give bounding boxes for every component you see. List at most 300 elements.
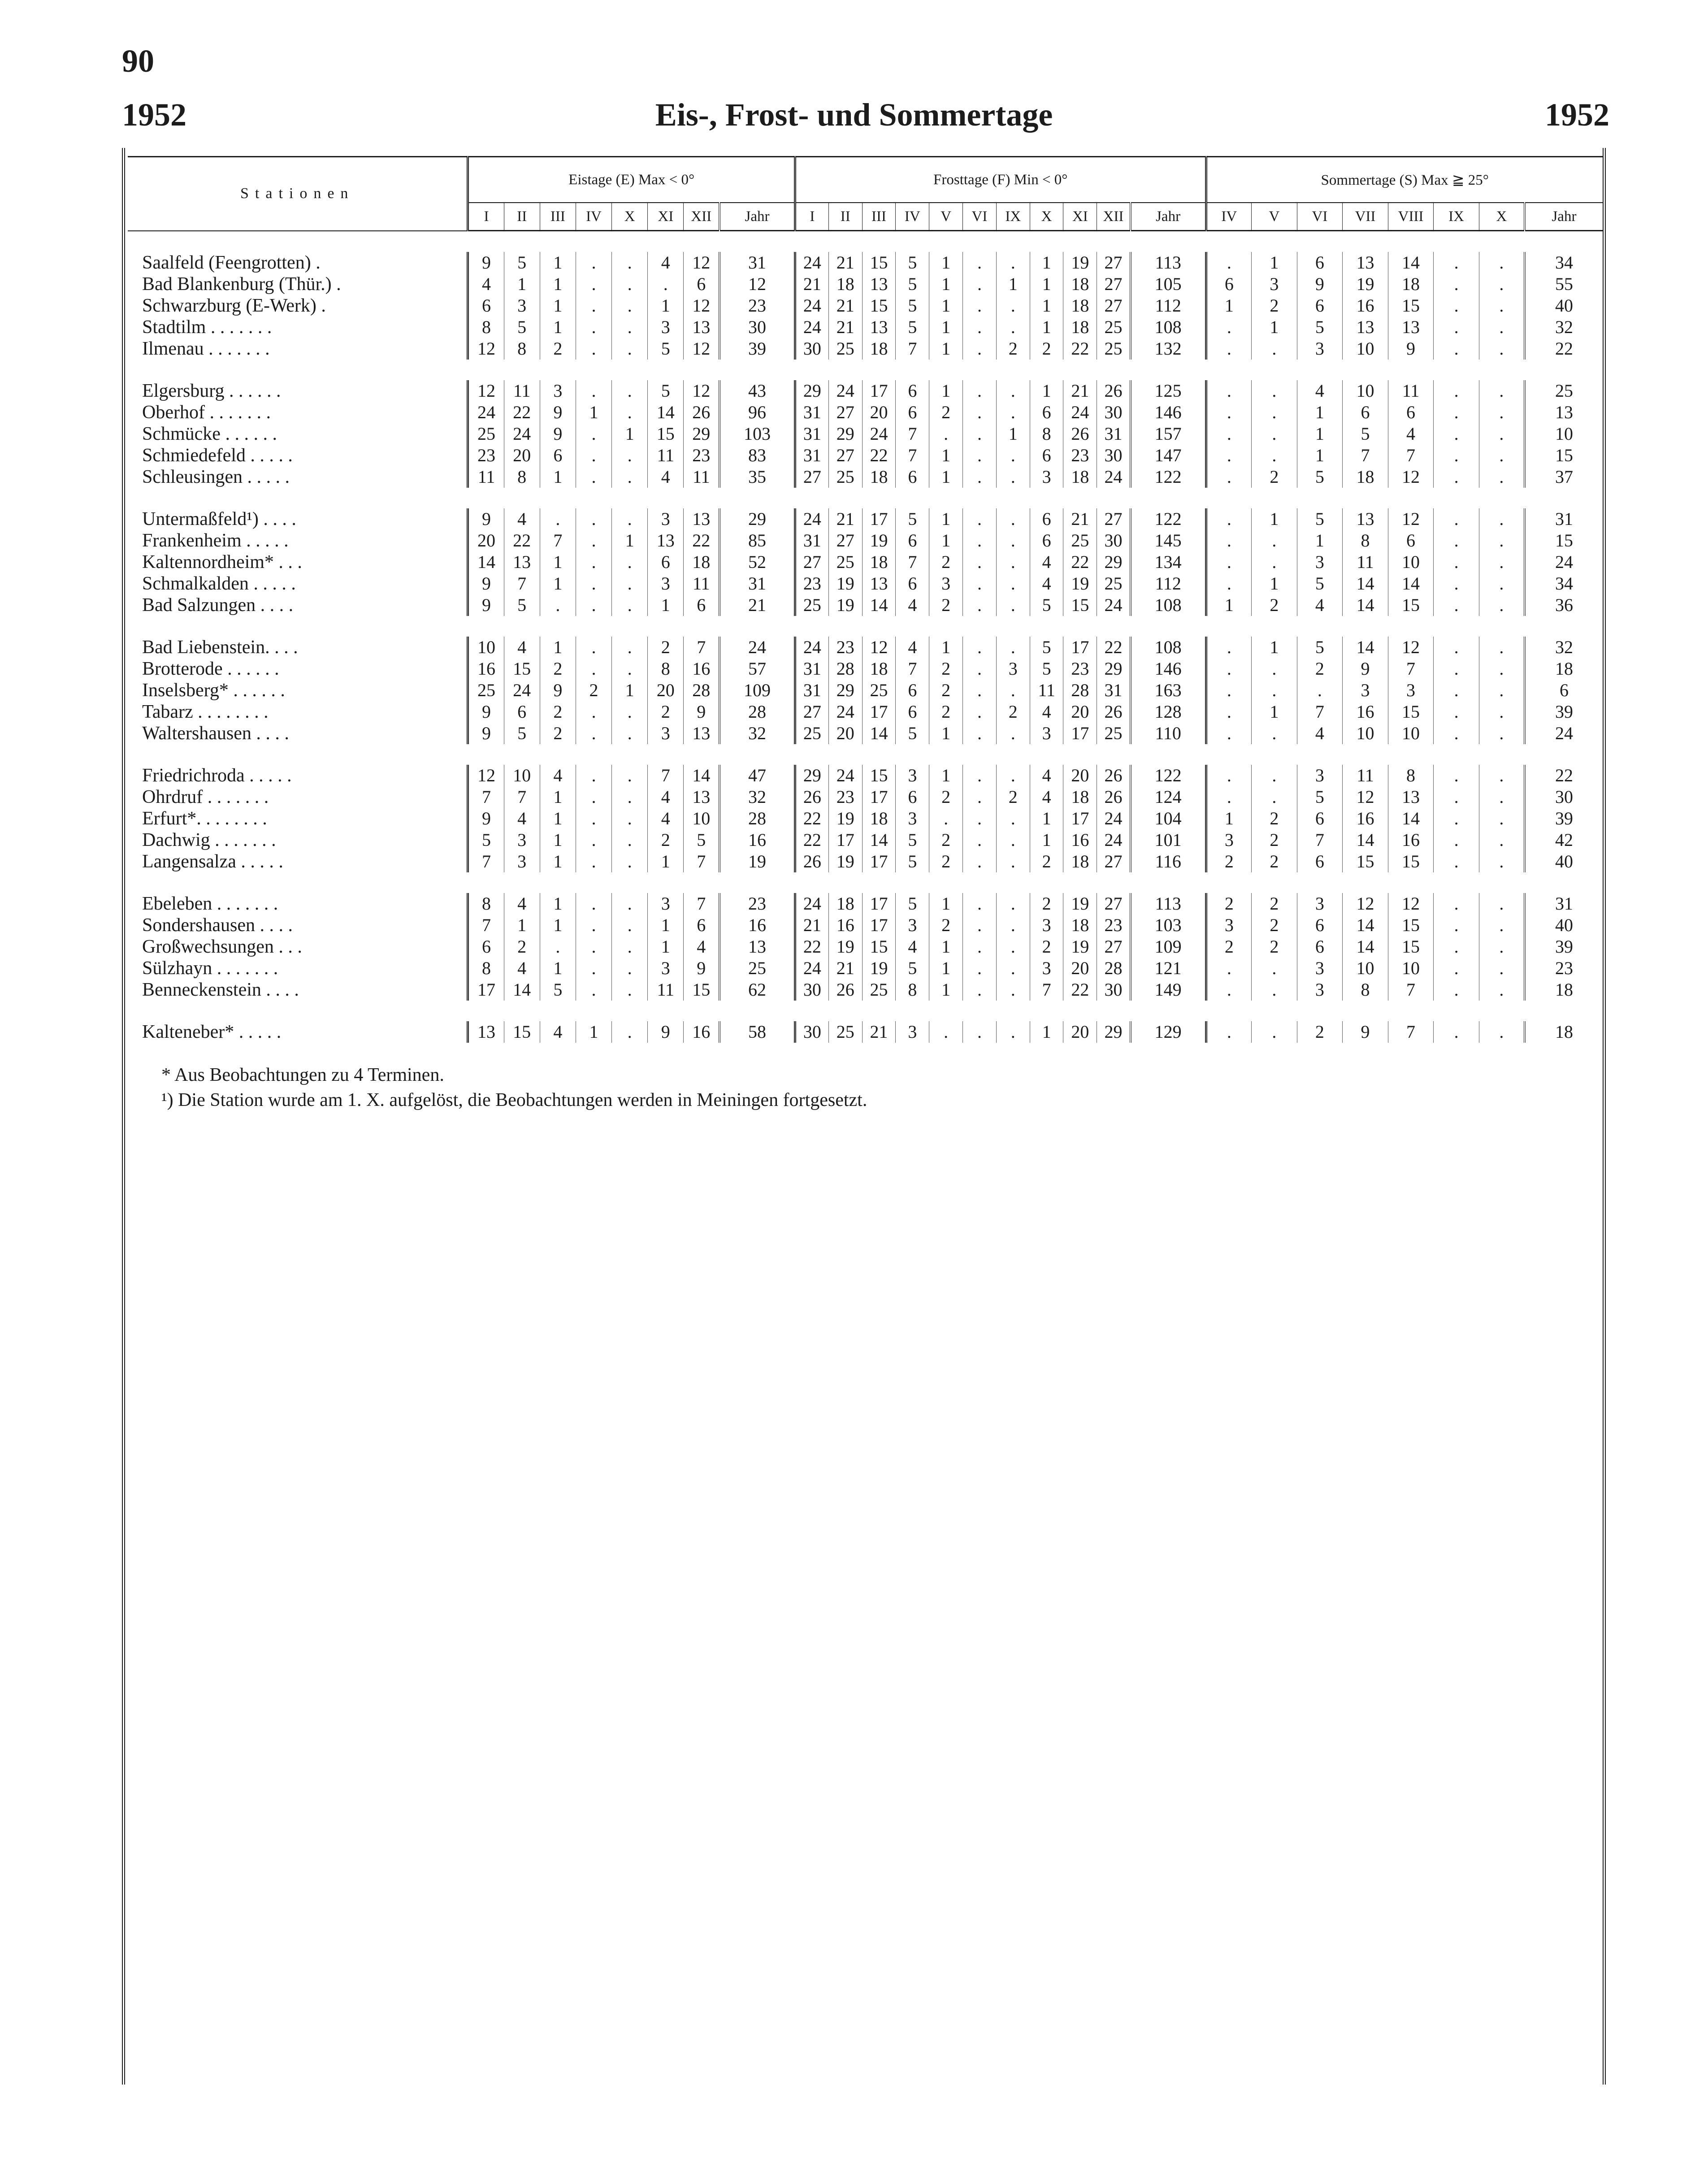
frost-value: 1	[929, 295, 963, 316]
eis-value: 9	[540, 423, 576, 445]
eis-value: 10	[504, 765, 540, 786]
frost-value: 27	[1097, 508, 1131, 530]
frost-value: 147	[1131, 445, 1206, 466]
station-name: Schmücke . . . . . .	[142, 424, 277, 444]
frost-value: 2	[996, 701, 1030, 723]
sommer-value: 23	[1525, 958, 1603, 979]
footnotes	[161, 1062, 867, 1113]
frost-value: 26	[1097, 701, 1131, 723]
eis-value: 1	[648, 851, 684, 872]
eis-value: .	[612, 893, 648, 915]
sommer-value: 1	[1252, 508, 1297, 530]
sommer-value: 3	[1252, 273, 1297, 295]
station-name: Kalteneber* . . . . .	[142, 1022, 282, 1042]
frost-value: .	[963, 508, 997, 530]
frost-value: 124	[1131, 786, 1206, 808]
eis-value: 1	[540, 958, 576, 979]
eis-value: 25	[720, 958, 795, 979]
frost-value: .	[996, 723, 1030, 744]
frost-value: 14	[862, 594, 896, 616]
frost-value: .	[996, 594, 1030, 616]
sommer-value: 12	[1343, 893, 1388, 915]
month-header: XI	[1063, 203, 1097, 231]
station-name: Benneckenstein . . . .	[142, 980, 299, 1000]
frost-value: 112	[1131, 295, 1206, 316]
frost-value: 1	[929, 637, 963, 658]
frost-value: 24	[862, 423, 896, 445]
sommer-value: 12	[1388, 508, 1434, 530]
frost-value: .	[963, 594, 997, 616]
sommer-value: 15	[1525, 530, 1603, 551]
frost-value: 1	[929, 530, 963, 551]
eis-value: 24	[720, 637, 795, 658]
eis-value: 83	[720, 445, 795, 466]
sommer-value: .	[1479, 252, 1525, 273]
sommer-value: 13	[1343, 252, 1388, 273]
month-header: XII	[684, 203, 720, 231]
frost-value: 18	[828, 273, 862, 295]
station-name: Untermaßfeld¹) . . . .	[142, 509, 296, 529]
frost-value: 19	[828, 851, 862, 872]
eis-value: 1	[504, 273, 540, 295]
station-name: Waltershausen . . . .	[142, 723, 289, 744]
sommer-value: 3	[1206, 915, 1252, 936]
table-row	[128, 551, 1603, 573]
frost-value: 25	[795, 723, 828, 744]
frost-value: 18	[1063, 466, 1097, 488]
frost-value: 18	[1063, 316, 1097, 338]
frost-value: 18	[862, 466, 896, 488]
frost-value: 25	[862, 979, 896, 1001]
sommer-value: 32	[1525, 316, 1603, 338]
sommer-value: 4	[1388, 423, 1434, 445]
sommer-value: .	[1206, 445, 1252, 466]
sommer-value: .	[1434, 573, 1479, 594]
frost-value: 12	[862, 637, 896, 658]
frost-value: 23	[1063, 445, 1097, 466]
frost-value: 24	[795, 893, 828, 915]
frost-value: 1	[929, 316, 963, 338]
sommer-value: .	[1479, 295, 1525, 316]
eis-value: 29	[684, 423, 720, 445]
sommer-value: 13	[1343, 316, 1388, 338]
sommer-value: .	[1434, 958, 1479, 979]
table-row	[128, 466, 1603, 488]
sommer-value: .	[1434, 295, 1479, 316]
sommer-value: .	[1434, 723, 1479, 744]
sommer-value: 32	[1525, 637, 1603, 658]
sommer-value: .	[1252, 658, 1297, 680]
sommer-value: 2	[1252, 915, 1297, 936]
frost-value: 2	[996, 786, 1030, 808]
frost-value: 26	[795, 851, 828, 872]
sommer-value: 31	[1525, 508, 1603, 530]
frost-value: .	[963, 252, 997, 273]
frost-value: 23	[828, 637, 862, 658]
eis-value: .	[612, 252, 648, 273]
station-name: Inselsberg* . . . . . .	[142, 680, 285, 701]
eis-value: .	[576, 851, 611, 872]
frost-value: .	[963, 979, 997, 1001]
sommer-value: .	[1206, 765, 1252, 786]
sommer-value: .	[1434, 637, 1479, 658]
frost-value: 25	[1097, 573, 1131, 594]
frost-value: 27	[1097, 295, 1131, 316]
eis-value: .	[576, 423, 611, 445]
sommer-value: 8	[1343, 530, 1388, 551]
frost-value: 108	[1131, 637, 1206, 658]
sommer-value: .	[1434, 851, 1479, 872]
frost-value: 31	[795, 680, 828, 701]
eis-value: .	[576, 936, 611, 958]
frost-value: .	[963, 466, 997, 488]
eis-value: 1	[612, 423, 648, 445]
month-header: X	[1479, 203, 1525, 231]
sommer-value: .	[1252, 765, 1297, 786]
eis-value: 85	[720, 530, 795, 551]
eis-value: 3	[648, 723, 684, 744]
group-header-eistage: Eistage (E) Max < 0°	[468, 157, 795, 203]
eis-value: 11	[504, 380, 540, 402]
frost-value: 2	[929, 402, 963, 423]
frost-value: 6	[896, 402, 929, 423]
sommer-value: 8	[1388, 765, 1434, 786]
station-name: Ebeleben . . . . . . .	[142, 893, 278, 914]
frost-value: .	[996, 573, 1030, 594]
frost-value: 6	[1030, 445, 1063, 466]
eis-value: 7	[540, 530, 576, 551]
frost-value: 17	[828, 829, 862, 851]
frost-value: .	[963, 573, 997, 594]
sommer-value: 2	[1206, 893, 1252, 915]
frost-value: 29	[828, 423, 862, 445]
frost-value: .	[996, 530, 1030, 551]
sommer-value: 10	[1388, 723, 1434, 744]
station-name: Schmiedefeld . . . . .	[142, 445, 293, 466]
eis-value: 13	[684, 316, 720, 338]
station-name: Schleusingen . . . . .	[142, 467, 290, 487]
eis-value: .	[576, 508, 611, 530]
month-header: IV	[576, 203, 611, 231]
frost-value: 29	[795, 380, 828, 402]
eis-value: 1	[540, 637, 576, 658]
sommer-value: .	[1434, 551, 1479, 573]
sommer-value: .	[1434, 936, 1479, 958]
frost-value: 21	[828, 958, 862, 979]
frost-value: 31	[795, 402, 828, 423]
month-header: X	[612, 203, 648, 231]
frost-value: .	[963, 765, 997, 786]
sommer-value: 3	[1297, 338, 1343, 360]
year-left: 1952	[122, 97, 186, 133]
eis-value: 52	[720, 551, 795, 573]
stationen-header: Stationen	[128, 157, 468, 231]
frost-value: 121	[1131, 958, 1206, 979]
frost-value: .	[996, 893, 1030, 915]
frost-value: .	[963, 723, 997, 744]
sommer-value: 31	[1525, 893, 1603, 915]
sommer-value: .	[1252, 380, 1297, 402]
frost-value: 1	[996, 273, 1030, 295]
eis-value: 8	[468, 958, 504, 979]
eis-value: 8	[504, 338, 540, 360]
frost-value: .	[996, 466, 1030, 488]
sommer-value: 24	[1525, 723, 1603, 744]
sommer-value: .	[1479, 936, 1525, 958]
frost-value: 4	[1030, 765, 1063, 786]
frost-value: 5	[1030, 637, 1063, 658]
sommer-value: .	[1479, 958, 1525, 979]
eis-value: 15	[648, 423, 684, 445]
sommer-value: 9	[1297, 273, 1343, 295]
sommer-value: 16	[1343, 295, 1388, 316]
sommer-value: 2	[1252, 808, 1297, 829]
frost-value: 1	[1030, 252, 1063, 273]
sommer-value: 36	[1525, 594, 1603, 616]
frost-value: .	[996, 915, 1030, 936]
frost-value: 29	[1097, 551, 1131, 573]
table-row	[128, 979, 1603, 1001]
group-header-frosttage: Frosttage (F) Min < 0°	[795, 157, 1206, 203]
eis-value: 5	[504, 594, 540, 616]
frost-value: 19	[1063, 252, 1097, 273]
frost-value: 23	[828, 786, 862, 808]
table-row	[128, 765, 1603, 786]
frost-value: 21	[828, 252, 862, 273]
frost-value: 19	[828, 808, 862, 829]
eis-value: 9	[684, 701, 720, 723]
frost-value: 132	[1131, 338, 1206, 360]
table-row	[128, 295, 1603, 316]
sommer-value: 1	[1252, 701, 1297, 723]
sommer-value: 39	[1525, 808, 1603, 829]
sommer-value: .	[1206, 423, 1252, 445]
sommer-value: 9	[1343, 1021, 1388, 1043]
eis-value: .	[576, 723, 611, 744]
frost-value: 25	[862, 680, 896, 701]
sommer-value: 10	[1343, 723, 1388, 744]
frost-value: 22	[795, 936, 828, 958]
eis-value: 4	[684, 936, 720, 958]
eis-value: 9	[468, 252, 504, 273]
frost-value: 25	[1097, 316, 1131, 338]
eis-value: 1	[540, 808, 576, 829]
sommer-value: 22	[1525, 765, 1603, 786]
eis-value: 13	[684, 723, 720, 744]
eis-value: .	[576, 808, 611, 829]
sommer-value: 8	[1343, 979, 1388, 1001]
sommer-value: .	[1479, 1021, 1525, 1043]
sommer-value: 24	[1525, 551, 1603, 573]
station-name: Saalfeld (Feengrotten) .	[142, 252, 321, 273]
frost-value: 27	[828, 445, 862, 466]
frost-value: 104	[1131, 808, 1206, 829]
sommer-value: 14	[1388, 252, 1434, 273]
frost-value: 6	[1030, 402, 1063, 423]
group-spacer	[128, 872, 1603, 893]
eis-value: 4	[504, 893, 540, 915]
frost-value: 30	[795, 979, 828, 1001]
table-row	[128, 594, 1603, 616]
eis-value: .	[576, 786, 611, 808]
sommer-value: .	[1252, 402, 1297, 423]
month-header: XI	[648, 203, 684, 231]
eis-value: .	[612, 594, 648, 616]
sommer-value: 19	[1343, 273, 1388, 295]
sommer-value: .	[1434, 765, 1479, 786]
sommer-value: 2	[1252, 936, 1297, 958]
sommer-value: 6	[1388, 402, 1434, 423]
frost-value: 3	[996, 658, 1030, 680]
eis-value: .	[612, 936, 648, 958]
frost-value: 19	[1063, 893, 1097, 915]
frost-value: 2	[1030, 851, 1063, 872]
eis-value: 2	[540, 338, 576, 360]
frost-value: 5	[1030, 594, 1063, 616]
sommer-value: 5	[1297, 573, 1343, 594]
sommer-value: 2	[1206, 936, 1252, 958]
eis-value: 32	[720, 786, 795, 808]
eis-value: 31	[720, 252, 795, 273]
group-header-sommertage: Sommertage (S) Max ≧ 25°	[1206, 157, 1603, 203]
sommer-value: .	[1434, 316, 1479, 338]
month-header: II	[504, 203, 540, 231]
sommer-value: 15	[1388, 594, 1434, 616]
eis-value: 6	[684, 594, 720, 616]
sommer-value: .	[1252, 338, 1297, 360]
month-header: IV	[1206, 203, 1252, 231]
frost-value: 18	[1063, 295, 1097, 316]
eis-value: .	[576, 380, 611, 402]
eis-value: 5	[504, 723, 540, 744]
frost-value: 14	[862, 829, 896, 851]
eis-value: 12	[720, 273, 795, 295]
sommer-value: .	[1434, 786, 1479, 808]
sommer-value: 6	[1206, 273, 1252, 295]
eis-value: 3	[648, 316, 684, 338]
frost-value: 18	[1063, 786, 1097, 808]
sommer-value: 2	[1252, 594, 1297, 616]
eis-value: 1	[648, 594, 684, 616]
frost-value: .	[963, 380, 997, 402]
eis-value: .	[612, 551, 648, 573]
eis-value: 26	[684, 402, 720, 423]
frost-value: 22	[1063, 551, 1097, 573]
sommer-value: 11	[1388, 380, 1434, 402]
sommer-value: 7	[1388, 1021, 1434, 1043]
sommer-value: .	[1434, 829, 1479, 851]
eis-value: 96	[720, 402, 795, 423]
sommer-value: .	[1434, 701, 1479, 723]
frost-value: 1	[929, 273, 963, 295]
frost-value: .	[996, 316, 1030, 338]
frost-value: 27	[828, 402, 862, 423]
frost-value: 4	[896, 637, 929, 658]
month-header: VI	[963, 203, 997, 231]
sommer-value: 1	[1297, 402, 1343, 423]
eis-value: .	[576, 273, 611, 295]
frost-value: 24	[1097, 466, 1131, 488]
footnote-one: ¹) Die Station wurde am 1. X. aufgelöst, die Beobachtungen werden in Meiningen fortgesetzt.	[161, 1090, 867, 1110]
eis-value: 4	[504, 508, 540, 530]
frost-value: 5	[896, 893, 929, 915]
eis-value: .	[576, 979, 611, 1001]
frost-value: 2	[996, 338, 1030, 360]
frost-value: 103	[1131, 915, 1206, 936]
frost-value: 30	[1097, 530, 1131, 551]
sommer-value: 7	[1297, 701, 1343, 723]
sommer-value: 6	[1297, 851, 1343, 872]
station-name: Bad Salzungen . . . .	[142, 595, 294, 616]
frost-value: 18	[862, 808, 896, 829]
frost-value: 21	[795, 915, 828, 936]
frost-value: 31	[795, 445, 828, 466]
sommer-value: 7	[1297, 829, 1343, 851]
frost-value: .	[963, 637, 997, 658]
frost-value: 27	[1097, 936, 1131, 958]
month-header: III	[862, 203, 896, 231]
frost-value: 25	[795, 594, 828, 616]
eis-value: 1	[540, 786, 576, 808]
frost-value: 5	[896, 252, 929, 273]
frost-value: 22	[862, 445, 896, 466]
sommer-value: 16	[1388, 829, 1434, 851]
sommer-value: .	[1479, 680, 1525, 701]
frost-value: .	[963, 551, 997, 573]
sommer-value: .	[1479, 765, 1525, 786]
eis-value: 7	[468, 786, 504, 808]
jahr-header: Jahr	[720, 203, 795, 231]
eis-value: .	[612, 851, 648, 872]
frost-value: 28	[1097, 958, 1131, 979]
station-name: Dachwig . . . . . . .	[142, 830, 276, 850]
frost-value: 5	[896, 295, 929, 316]
month-header: III	[540, 203, 576, 231]
sommer-value: 10	[1343, 380, 1388, 402]
frost-value: 112	[1131, 573, 1206, 594]
sommer-value: .	[1206, 958, 1252, 979]
frost-value: 27	[828, 530, 862, 551]
table-row	[128, 915, 1603, 936]
frost-value: 20	[1063, 1021, 1097, 1043]
frost-value: 7	[896, 445, 929, 466]
frost-value: .	[963, 423, 997, 445]
eis-value: 2	[540, 701, 576, 723]
frost-value: 18	[862, 551, 896, 573]
sommer-value: .	[1252, 423, 1297, 445]
sommer-value: 1	[1297, 445, 1343, 466]
frost-value: 21	[828, 508, 862, 530]
sommer-value: 55	[1525, 273, 1603, 295]
eis-value: 1	[576, 402, 611, 423]
eis-value: 3	[648, 893, 684, 915]
eis-value: 31	[720, 573, 795, 594]
frost-value: 2	[929, 594, 963, 616]
sommer-value: .	[1479, 701, 1525, 723]
eis-value: 5	[540, 979, 576, 1001]
eis-value: 3	[648, 573, 684, 594]
page-number: 90	[122, 43, 154, 79]
frost-value: 20	[1063, 958, 1097, 979]
frost-value: .	[963, 316, 997, 338]
eis-value: 30	[720, 316, 795, 338]
frost-value: .	[996, 765, 1030, 786]
sommer-value: .	[1434, 445, 1479, 466]
frost-value: 1	[929, 765, 963, 786]
sommer-value: 34	[1525, 573, 1603, 594]
eis-value: .	[576, 252, 611, 273]
eis-value: 58	[720, 1021, 795, 1043]
